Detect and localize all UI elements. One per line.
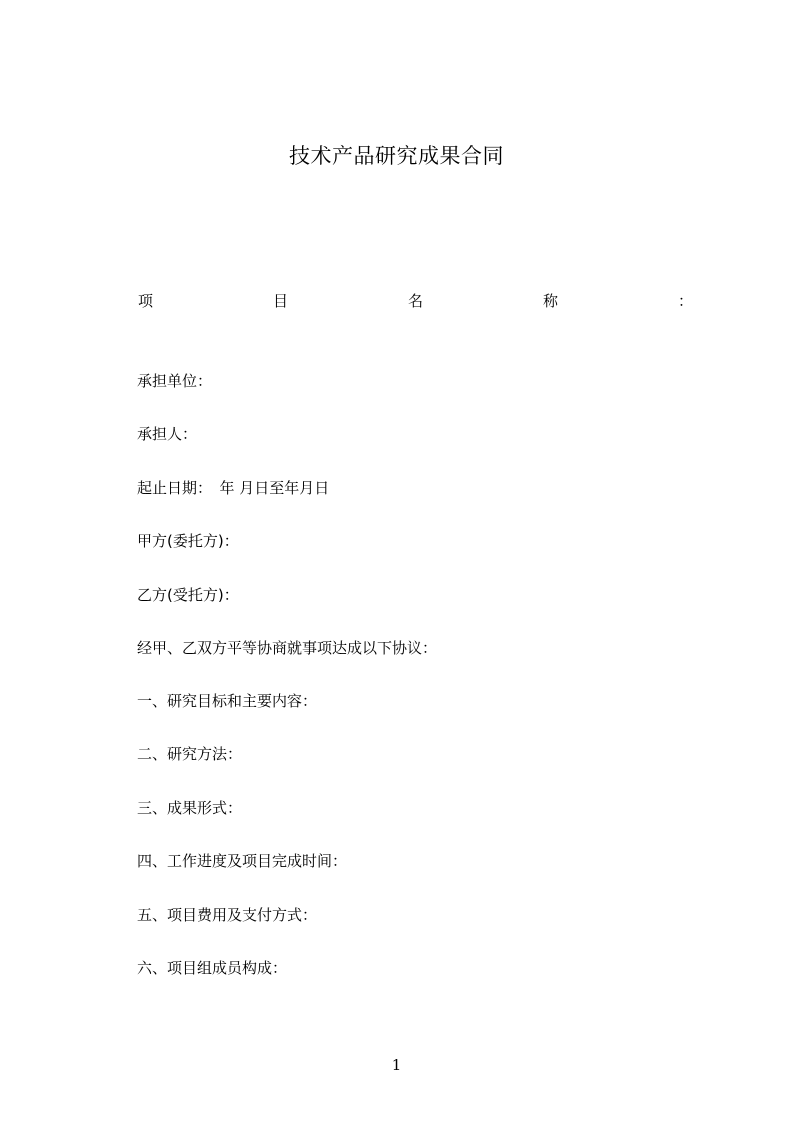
section-research-methods: 二、研究方法： [137, 745, 243, 763]
field-undertaker: 承担人： [137, 425, 198, 443]
section-project-fees: 五、项目费用及支付方式： [137, 906, 318, 924]
agreement-intro: 经甲、乙双方平等协商就事项达成以下协议： [137, 639, 438, 657]
project-name-char: 称 [542, 292, 558, 310]
field-undertaking-unit: 承担单位： [137, 372, 213, 390]
section-team-members: 六、项目组成员构成： [137, 959, 288, 977]
document-title: 技术产品研究成果合同 [289, 144, 504, 168]
section-work-schedule: 四、工作进度及项目完成时间： [137, 852, 348, 870]
project-name-char: 目 [272, 292, 288, 310]
project-name-colon: ： [677, 292, 693, 310]
project-name-label [138, 290, 693, 312]
section-result-form: 三、成果形式： [137, 799, 243, 817]
field-party-a: 甲方(委托方)： [137, 532, 239, 550]
project-name-char: 项 [138, 292, 154, 310]
field-party-b: 乙方(受托方)： [137, 586, 239, 604]
section-research-goals: 一、研究目标和主要内容： [137, 692, 318, 710]
page-number: 1 [391, 1056, 402, 1074]
field-date-range: 起止日期： 年 月日至年月日 [137, 479, 330, 497]
project-name-char: 名 [407, 292, 423, 310]
